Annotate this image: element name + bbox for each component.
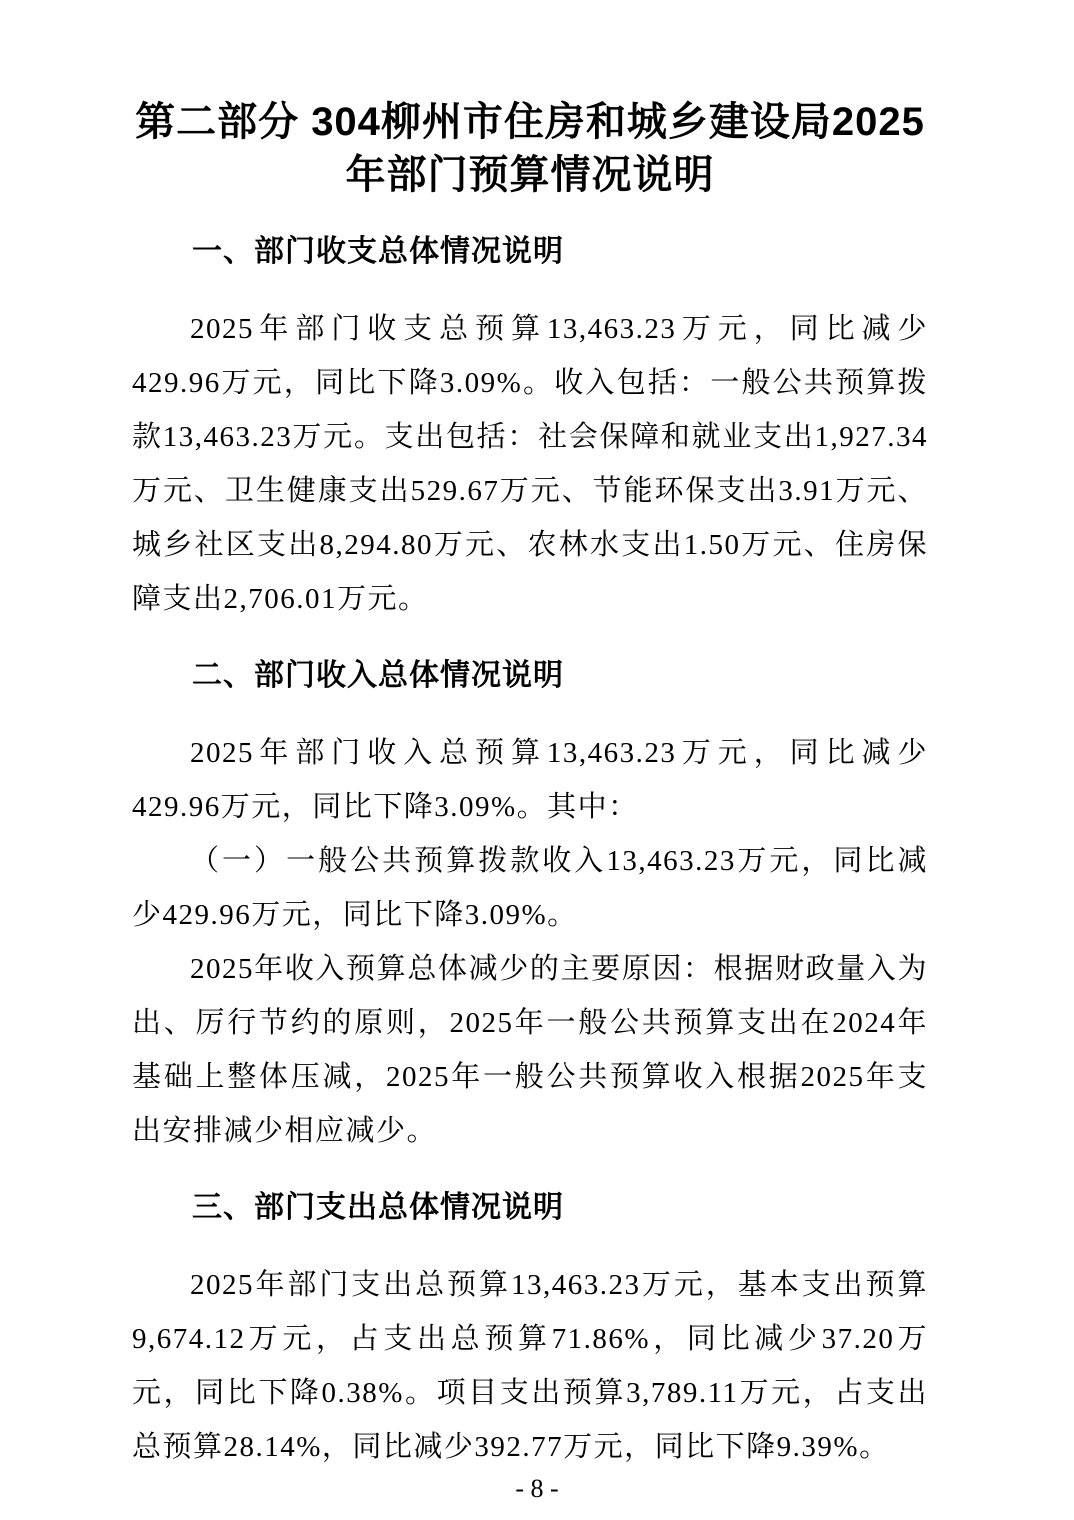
paragraph: 2025年部门收支总预算13,463.23万元，同比减少429.96万元，同比下降3.09%。收入包括：一般公共预算拨款13,463.23万元。支出包括：社会保障和就业支出1,927.34万元、卫生健康支出529.67万元、节能环保支出3.91万元、城乡社区支出8,294.80万元、农林水支出1.50万元、住房保障支出2,706.01万元。 — [132, 313, 928, 615]
section-expenditure-overview — [132, 1188, 928, 1474]
section-income-expenditure-overview — [132, 232, 928, 626]
paragraph: （一）一般公共预算拨款收入13,463.23万元，同比减少429.96万元，同比下降3.09%。 — [132, 845, 928, 931]
section-heading-3: 三、部门支出总体情况说明 — [192, 1191, 564, 1224]
paragraph: 2025年收入预算总体减少的主要原因：根据财政量入为出、厉行节约的原则，2025年一般公共预算支出在2024年基础上整体压减，2025年一般公共预算收入根据2025年支出安排减少相应减少。 — [132, 953, 928, 1147]
section-heading-2: 二、部门收入总体情况说明 — [192, 659, 564, 692]
section-income-overview — [132, 656, 928, 1158]
paragraph: 2025年部门支出总预算13,463.23万元，基本支出预算9,674.12万元，占支出总预算71.86%，同比减少37.20万元，同比下降0.38%。项目支出预算3,789.11万元，占支出总预算28.14%，同比减少392.77万元，同比下降9.39%。 — [132, 1269, 928, 1463]
page-number: - 8 - — [515, 1474, 559, 1503]
section-heading-1: 一、部门收支总体情况说明 — [192, 235, 564, 268]
paragraph: 2025年部门收入总预算13,463.23万元，同比减少429.96万元，同比下降3.09%。其中： — [132, 737, 928, 823]
document-title-line-2: 年部门预算情况说明 — [345, 153, 715, 197]
document-title-line-1: 第二部分 304柳州市住房和城乡建设局2025 — [135, 100, 925, 144]
document-title — [132, 96, 928, 202]
